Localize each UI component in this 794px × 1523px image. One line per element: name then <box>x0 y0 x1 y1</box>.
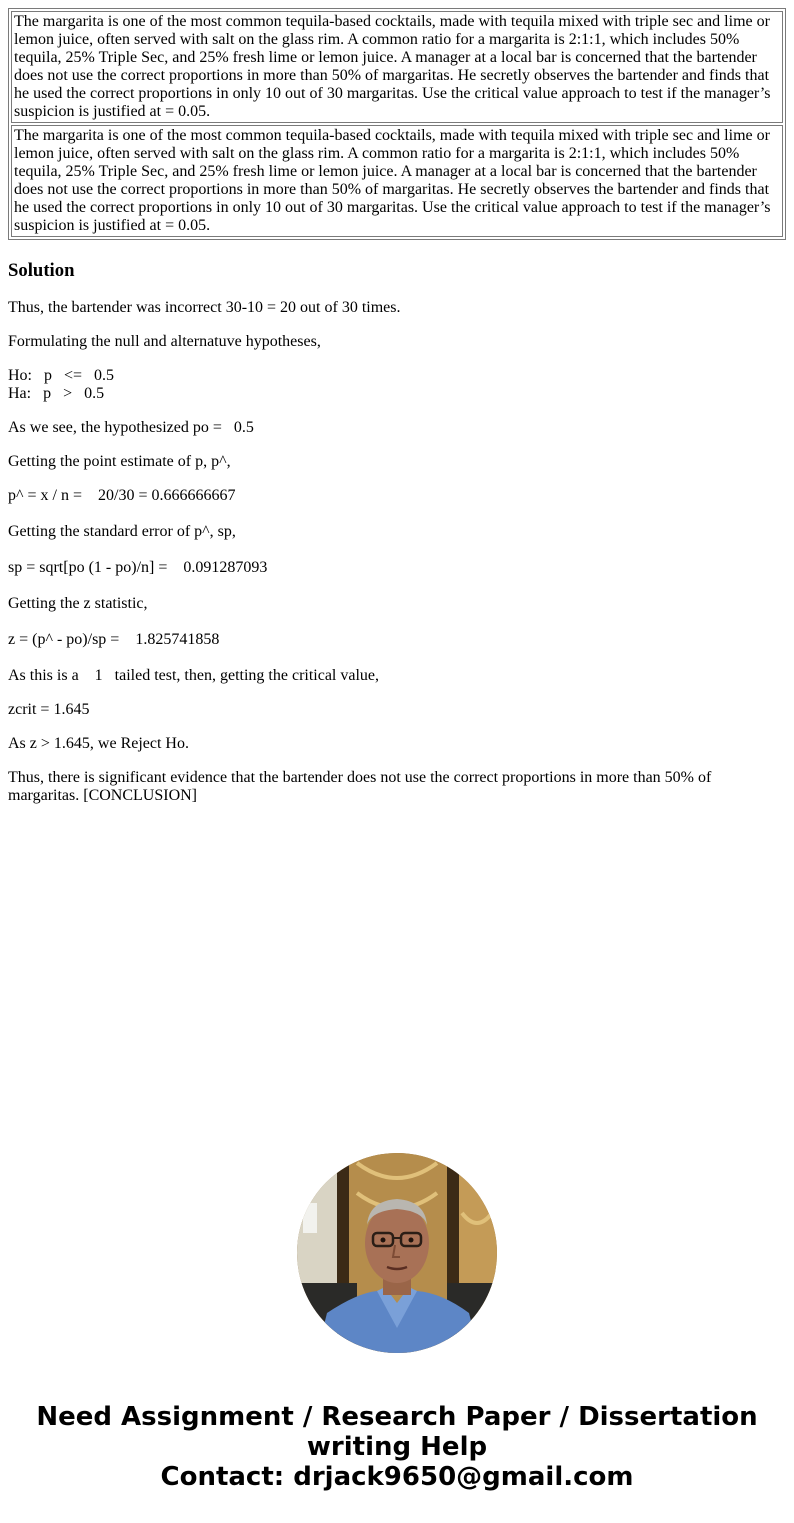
point-estimate-label: Getting the point estimate of p, p^, <box>8 453 231 470</box>
solution-heading: Solution <box>8 260 75 281</box>
question-row <box>11 125 783 237</box>
z-statistic-label: Getting the z statistic, <box>8 595 148 612</box>
question-row <box>11 11 783 123</box>
alternative-hypothesis: Ha: p > 0.5 <box>8 385 105 402</box>
point-estimate: p^ = x / n = 20/30 = 0.666666667 <box>8 487 236 504</box>
std-error-label: Getting the standard error of p^, sp, <box>8 523 236 540</box>
tailed-test: As this is a 1 tailed test, then, getting the critical value, <box>8 667 380 684</box>
contact-banner <box>0 1402 794 1492</box>
null-hypothesis: Ho: p <= 0.5 <box>8 367 115 384</box>
critical-value: zcrit = 1.645 <box>8 701 90 718</box>
solution-intro: Thus, the bartender was incorrect 30-10 = 20 out of 30 times. <box>8 299 401 316</box>
conclusion: Thus, there is significant evidence that the bartender does not use the correct proportions in more than 50% of margaritas. [CONCLUSION] <box>8 769 712 804</box>
author-photo <box>297 1153 497 1353</box>
banner-line-2: writing Help <box>306 1432 488 1462</box>
hypotheses-block <box>8 367 786 403</box>
author-portrait-image <box>297 1153 497 1353</box>
std-error: sp = sqrt[po (1 - po)/n] = 0.091287093 <box>8 559 268 576</box>
hypothesized-value: As we see, the hypothesized po = 0.5 <box>8 419 254 436</box>
question-cell: The margarita is one of the most common tequila-based cocktails, made with tequila mixed with triple sec and lime or lemon juice, often served with salt on the glass rim. A common ratio for a margarita is 2:1:1, which includes 50% tequila, 25% Triple Sec, and 25% fresh lime or lemon juice. A manager at a local bar is concerned that the bartender does not use the correct proportions in more than 50% of margaritas. He secretly observes the bartender and finds that he used the correct proportions in only 10 out of 30 margaritas. Use the critical value approach to test if the manager’s suspicion is justified at = 0.05. <box>11 125 783 237</box>
contact-email: Contact: drjack9650@gmail.com <box>160 1462 634 1492</box>
document-page <box>8 8 786 821</box>
question-table <box>8 8 786 240</box>
hypotheses-label: Formulating the null and alternatuve hypotheses, <box>8 333 321 350</box>
banner-line-1: Need Assignment / Research Paper / Dissertation <box>36 1402 758 1432</box>
footer-promo <box>0 1153 794 1492</box>
z-statistic: z = (p^ - po)/sp = 1.825741858 <box>8 631 220 648</box>
question-cell: The margarita is one of the most common tequila-based cocktails, made with tequila mixed with triple sec and lime or lemon juice, often served with salt on the glass rim. A common ratio for a margarita is 2:1:1, which includes 50% tequila, 25% Triple Sec, and 25% fresh lime or lemon juice. A manager at a local bar is concerned that the bartender does not use the correct proportions in more than 50% of margaritas. He secretly observes the bartender and finds that he used the correct proportions in only 10 out of 30 margaritas. Use the critical value approach to test if the manager’s suspicion is justified at = 0.05. <box>11 11 783 123</box>
decision: As z > 1.645, we Reject Ho. <box>8 735 189 752</box>
